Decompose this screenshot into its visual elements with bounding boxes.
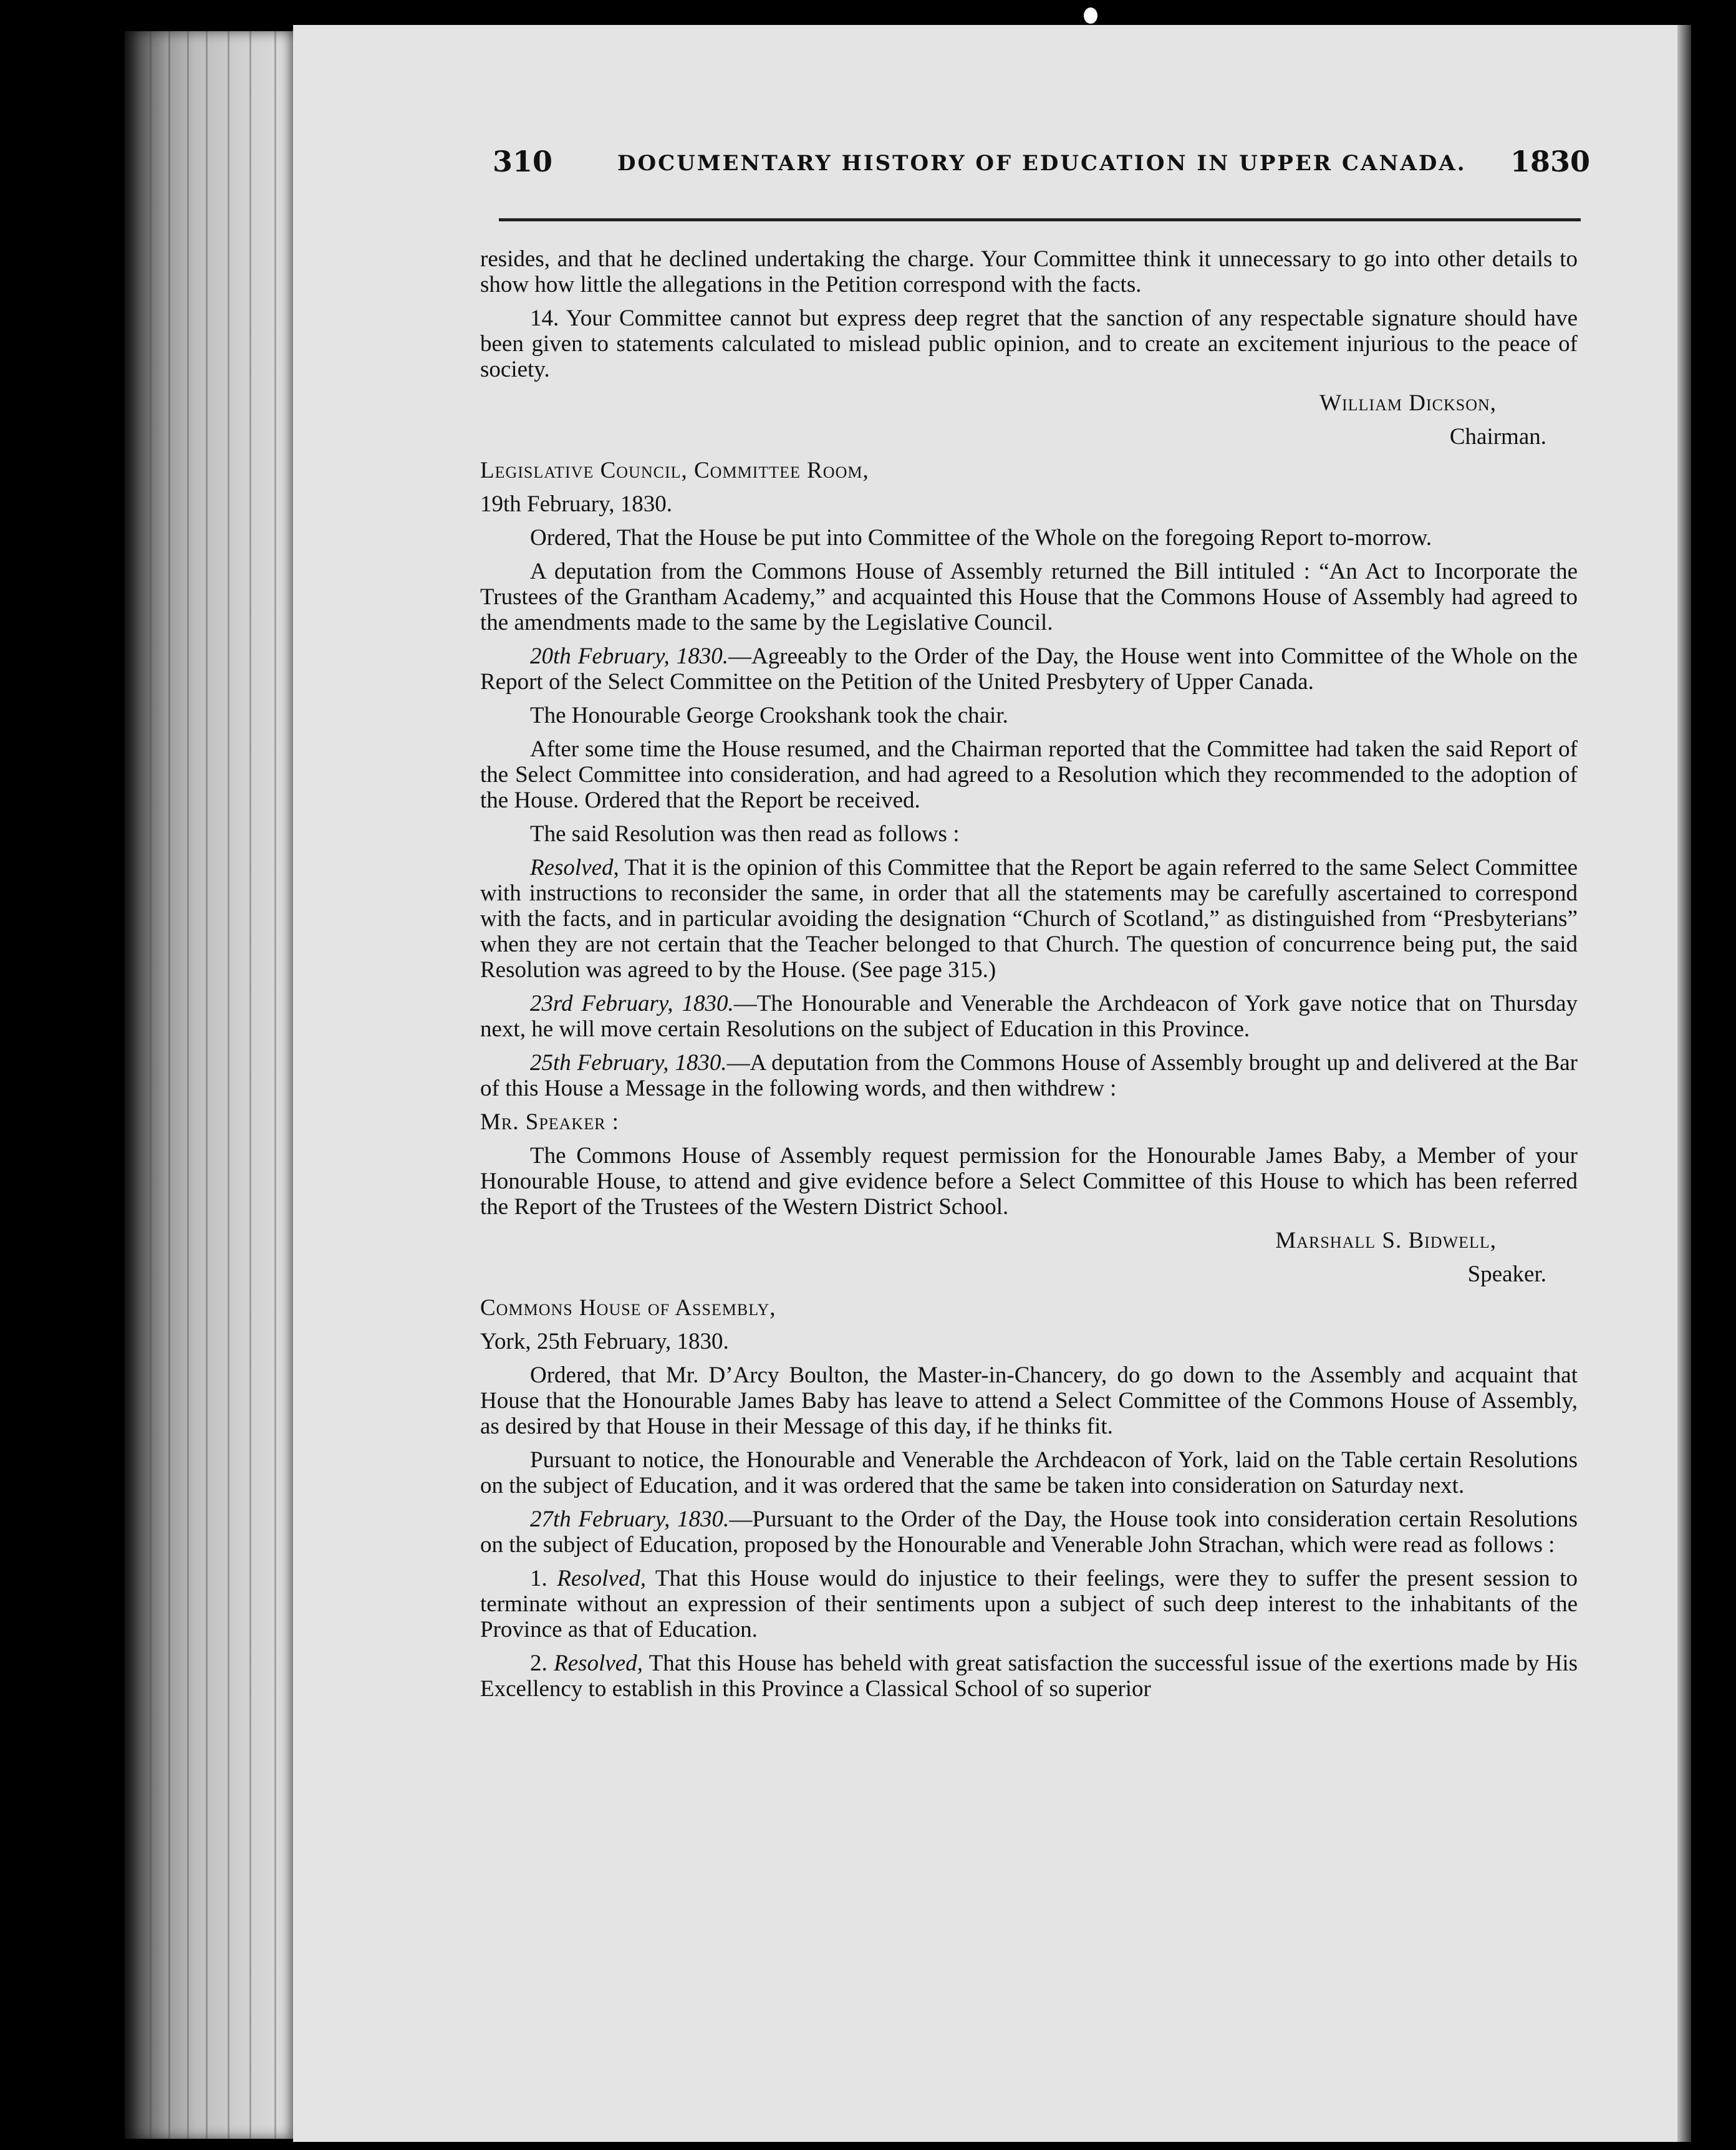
book-right-edge <box>1677 25 1691 2142</box>
resolution-text: That this House would do injustice to their feelings, were they to suffer the present session to terminate without an expression of their sentiments upon a subject of such deep interest to the inhabitants of the Province as that of Education. <box>480 1566 1578 1642</box>
paragraph: Ordered, That the House be put into Committee of the Whole on the foregoing Report to-morrow. <box>530 525 1432 551</box>
page-number: 310 <box>493 145 553 178</box>
paragraph <box>480 1050 1578 1101</box>
paragraph: 14. Your Committee cannot but express deep regret that the sanction of any respectable signature should have been given to statements calculated to mislead public opinion, and to create an excitement injurious to the peace of society. <box>480 306 1578 382</box>
entry-date: 25th February, 1830. <box>530 1050 727 1076</box>
header-year: 1830 <box>1510 145 1590 178</box>
signature-name: Marshall S. Bidwell, <box>1275 1228 1497 1253</box>
message-text: The Commons House of Assembly request permission for the Honourable James Baby, a Member of your Honourable House, to attend and give evidence before a Select Committee of this House to which has been referred the Report of the Trustees of the Western District School. <box>480 1143 1578 1220</box>
header-rule <box>499 218 1581 221</box>
paragraph: The said Resolution was then read as follows : <box>530 821 960 847</box>
paragraph <box>480 1566 1578 1642</box>
resolved-lead: Resolved, <box>557 1566 647 1591</box>
place-line: Commons House of Assembly, <box>480 1295 776 1321</box>
entry-text: —Pursuant to the Order of the Day, the House took into consideration certain Resolutions on the subject of Education, proposed by the Honourable and Venerable John Strachan, which were read as follows : <box>480 1506 1578 1558</box>
paragraph <box>480 1651 1578 1702</box>
entry-date: 23rd February, 1830. <box>530 991 734 1016</box>
place-line: Legislative Council, Committee Room, <box>480 458 869 483</box>
paragraph: resides, and that he declined undertaking the charge. Your Committee think it unnecessary to go into other details to show how little the allegations in the Petition correspond with the facts. <box>480 246 1578 297</box>
resolved-lead: Resolved, <box>530 855 619 880</box>
paragraph: Ordered, that Mr. D’Arcy Boulton, the Master-in-Chancery, do go down to the Assembly and acquaint that House that the Honourable James Baby has leave to attend a Select Committee of the Commons House of Assembly, as desired by that House in their Message of this day, if he thinks fit. <box>480 1362 1578 1439</box>
entry-text: —The Honourable and Venerable the Archdeacon of York gave notice that on Thursday next, he will move certain Resolutions on the subject of Education in this Province. <box>480 991 1578 1042</box>
resolved-lead: Resolved, <box>554 1651 643 1676</box>
signature-name: William Dickson, <box>1319 390 1497 416</box>
paragraph <box>480 855 1578 983</box>
entry-text: —Agreeably to the Order of the Day, the House went into Committee of the Whole on the Report of the Select Committee on the Petition of the United Presbytery of Upper Canada. <box>480 644 1578 695</box>
place-date: 19th February, 1830. <box>480 491 672 517</box>
resolution-text: That this House has beheld with great satisfaction the successful issue of the exertions made by His Excellency to establish in this Province a Classical School of so superior <box>480 1651 1578 1702</box>
resolution-text: That it is the opinion of this Committee that the Report be again referred to the same Select Committee with instructions to reconsider the same, in order that all the statements may be carefully ascertained to correspond with the facts, and in particular avoiding the designation “Church of Scotland,” as distinguished from “Presbyterians” when they are not certain that the Teacher belonged to that Church. The question of concurrence being put, the said Resolution was agreed to by the House. (See page 315.) <box>480 855 1578 983</box>
paragraph <box>480 991 1578 1042</box>
scan-speck <box>1084 7 1097 24</box>
place-date: York, 25th February, 1830. <box>480 1329 729 1354</box>
paragraph: Pursuant to notice, the Honourable and Venerable the Archdeacon of York, laid on the Table certain Resolutions on the subject of Education, and it was ordered that the same be taken into consideration on Saturday next. <box>480 1447 1578 1498</box>
resolution-number: 1. <box>530 1566 547 1591</box>
entry-text: —A deputation from the Commons House of Assembly brought up and delivered at the Bar of this House a Message in the following words, and then withdrew : <box>480 1050 1578 1101</box>
signature-role: Chairman. <box>1449 424 1546 450</box>
paragraph <box>480 644 1578 695</box>
paragraph <box>480 1506 1578 1558</box>
entry-date: 27th February, 1830. <box>530 1506 730 1532</box>
salutation: Mr. Speaker : <box>480 1109 619 1135</box>
resolution-number: 2. <box>530 1651 547 1676</box>
page-body <box>480 246 1578 1710</box>
page-header <box>493 145 1590 188</box>
paragraph: A deputation from the Commons House of Assembly returned the Bill intituled : “An Act to Incorporate the Trustees of the Grantham Academy,” and acquainted this House that the Commons House of Assembly had agreed to the amendments made to the same by the Legislative Council. <box>480 559 1578 635</box>
entry-date: 20th February, 1830. <box>530 644 729 669</box>
signature-role: Speaker. <box>1467 1261 1546 1287</box>
paragraph: After some time the House resumed, and the Chairman reported that the Committee had taken the said Report of the Select Committee into consideration, and had agreed to a Resolution which they recommended to the adoption of the House. Ordered that the Report be received. <box>480 736 1578 813</box>
paragraph: The Honourable George Crookshank took the chair. <box>530 703 1008 728</box>
running-title: DOCUMENTARY HISTORY OF EDUCATION IN UPPER CANADA. <box>617 151 1467 176</box>
